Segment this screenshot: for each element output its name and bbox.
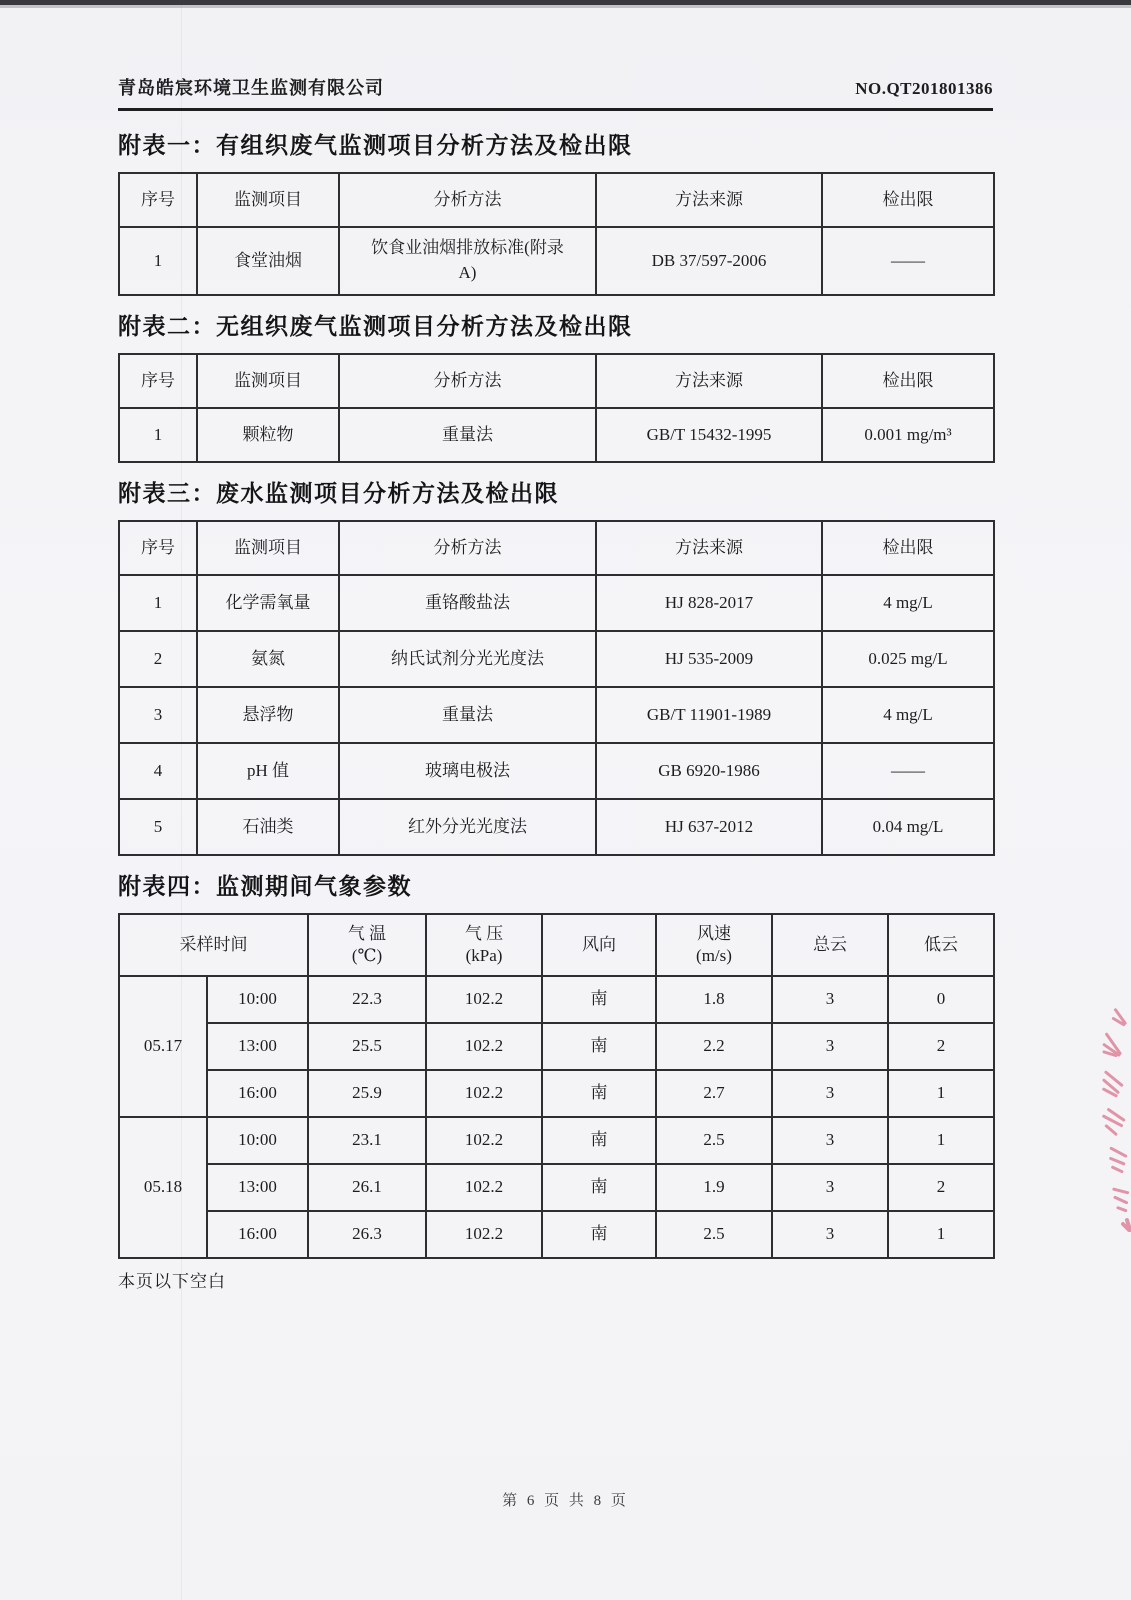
cell-temp: 26.3 [308,1211,426,1258]
cell-source: HJ 828-2017 [596,575,822,631]
table1-title: 附表一：有组织废气监测项目分析方法及检出限 [118,132,633,158]
cell-total-cloud: 3 [772,1211,888,1258]
cell-time: 10:00 [207,1117,308,1164]
col-header-item: 监测项目 [197,173,339,227]
page-number: 第 6 页 共 8 页 [502,1493,629,1509]
report-number: NO.QT201801386 [855,79,993,98]
cell-low-cloud: 1 [888,1117,994,1164]
cell-temp: 22.3 [308,976,426,1023]
cell-method: 饮食业油烟排放标准(附录A) [339,227,596,295]
cell-pressure: 102.2 [426,1070,542,1117]
temperature-unit: (℃) [351,946,383,965]
company-name: 青岛皓宸环境卫生监测有限公司 [118,78,384,98]
cell-limit: 4 mg/L [822,575,994,631]
header-rule [118,108,993,111]
wind-speed-label: 风速 [697,923,731,943]
cell-wind-speed: 2.5 [656,1211,772,1258]
document-header [118,74,993,100]
col-header-wind-speed [656,914,772,976]
cell-pressure: 102.2 [426,1164,542,1211]
cell-wind-dir: 南 [542,976,656,1023]
cell-item: 化学需氧量 [197,575,339,631]
col-header-item: 监测项目 [197,521,339,575]
table4-title: 附表四：监测期间气象参数 [118,873,412,899]
pressure-label: 气 压 [464,923,504,943]
table-row [119,227,994,295]
table-row [119,1164,994,1211]
table-row [119,1211,994,1258]
table-row [119,799,994,855]
col-header-low-cloud: 低云 [888,914,994,976]
cell-source: GB 6920-1986 [596,743,822,799]
cell-limit: —— [822,743,994,799]
table-row [119,687,994,743]
cell-total-cloud: 3 [772,1164,888,1211]
cell-method: 重量法 [339,687,596,743]
cell-temp: 25.5 [308,1023,426,1070]
cell-pressure: 102.2 [426,1211,542,1258]
cell-source: GB/T 11901-1989 [596,687,822,743]
table3-wastewater [118,520,995,856]
cell-seq: 4 [119,743,197,799]
cell-temp: 26.1 [308,1164,426,1211]
cell-limit: 0.025 mg/L [822,631,994,687]
cell-source: DB 37/597-2006 [596,227,822,295]
cell-item: pH 值 [197,743,339,799]
cell-source: GB/T 15432-1995 [596,408,822,462]
table1-organized-exhaust [118,172,995,296]
col-header-sample-time: 采样时间 [119,914,308,976]
cell-total-cloud: 3 [772,1023,888,1070]
table-row [119,408,994,462]
cell-wind-dir: 南 [542,1070,656,1117]
page-content [118,0,993,1292]
cell-time: 10:00 [207,976,308,1023]
cell-seq: 3 [119,687,197,743]
cell-time: 16:00 [207,1211,308,1258]
table-row [119,976,994,1023]
cell-wind-dir: 南 [542,1117,656,1164]
col-header-seq: 序号 [119,354,197,408]
col-header-limit: 检出限 [822,521,994,575]
cell-low-cloud: 1 [888,1211,994,1258]
wind-speed-unit: (m/s) [696,946,732,965]
cell-seq: 2 [119,631,197,687]
cell-pressure: 102.2 [426,976,542,1023]
table-row [119,631,994,687]
blank-below-note: 本页以下空白 [118,1272,226,1291]
cell-method: 重铬酸盐法 [339,575,596,631]
red-stamp [1057,1002,1131,1242]
cell-wind-dir: 南 [542,1164,656,1211]
table4-header-row [119,914,994,976]
cell-item: 石油类 [197,799,339,855]
cell-item: 食堂油烟 [197,227,339,295]
col-header-pressure [426,914,542,976]
cell-limit: —— [822,227,994,295]
cell-item: 颗粒物 [197,408,339,462]
table2-header-row [119,354,994,408]
temperature-label: 气 温 [347,923,387,943]
col-header-method: 分析方法 [339,173,596,227]
cell-temp: 23.1 [308,1117,426,1164]
cell-low-cloud: 1 [888,1070,994,1117]
col-header-method: 分析方法 [339,354,596,408]
col-header-limit: 检出限 [822,173,994,227]
table-row [119,1070,994,1117]
table4-weather-params [118,913,995,1259]
cell-wind-speed: 2.2 [656,1023,772,1070]
cell-seq: 1 [119,227,197,295]
cell-temp: 25.9 [308,1070,426,1117]
col-header-method: 分析方法 [339,521,596,575]
cell-limit: 0.04 mg/L [822,799,994,855]
table-row [119,743,994,799]
table3-header-row [119,521,994,575]
col-header-temperature [308,914,426,976]
cell-date: 05.17 [119,976,207,1117]
table1-header-row [119,173,994,227]
cell-total-cloud: 3 [772,976,888,1023]
cell-wind-dir: 南 [542,1023,656,1070]
cell-wind-speed: 2.5 [656,1117,772,1164]
cell-low-cloud: 0 [888,976,994,1023]
cell-time: 13:00 [207,1023,308,1070]
cell-wind-speed: 1.9 [656,1164,772,1211]
cell-source: HJ 637-2012 [596,799,822,855]
cell-seq: 5 [119,799,197,855]
cell-time: 16:00 [207,1070,308,1117]
cell-wind-dir: 南 [542,1211,656,1258]
col-header-source: 方法来源 [596,521,822,575]
cell-time: 13:00 [207,1164,308,1211]
cell-seq: 1 [119,408,197,462]
col-header-item: 监测项目 [197,354,339,408]
cell-method: 重量法 [339,408,596,462]
table2-fugitive-exhaust [118,353,995,463]
cell-limit: 4 mg/L [822,687,994,743]
col-header-seq: 序号 [119,173,197,227]
cell-item: 氨氮 [197,631,339,687]
col-header-wind-direction: 风向 [542,914,656,976]
col-header-source: 方法来源 [596,173,822,227]
cell-date: 05.18 [119,1117,207,1258]
cell-method: 玻璃电极法 [339,743,596,799]
cell-item: 悬浮物 [197,687,339,743]
cell-source: HJ 535-2009 [596,631,822,687]
cell-pressure: 102.2 [426,1117,542,1164]
col-header-source: 方法来源 [596,354,822,408]
cell-wind-speed: 1.8 [656,976,772,1023]
pressure-unit: (kPa) [465,946,503,965]
col-header-seq: 序号 [119,521,197,575]
table-row [119,1023,994,1070]
cell-limit: 0.001 mg/m³ [822,408,994,462]
table-row [119,575,994,631]
cell-total-cloud: 3 [772,1117,888,1164]
table-row [119,1117,994,1164]
table3-title: 附表三：废水监测项目分析方法及检出限 [118,480,559,506]
cell-seq: 1 [119,575,197,631]
cell-pressure: 102.2 [426,1023,542,1070]
table2-title: 附表二：无组织废气监测项目分析方法及检出限 [118,313,633,339]
cell-total-cloud: 3 [772,1070,888,1117]
col-header-limit: 检出限 [822,354,994,408]
col-header-total-cloud: 总云 [772,914,888,976]
cell-low-cloud: 2 [888,1164,994,1211]
cell-method: 红外分光光度法 [339,799,596,855]
cell-wind-speed: 2.7 [656,1070,772,1117]
cell-method: 纳氏试剂分光光度法 [339,631,596,687]
cell-low-cloud: 2 [888,1023,994,1070]
